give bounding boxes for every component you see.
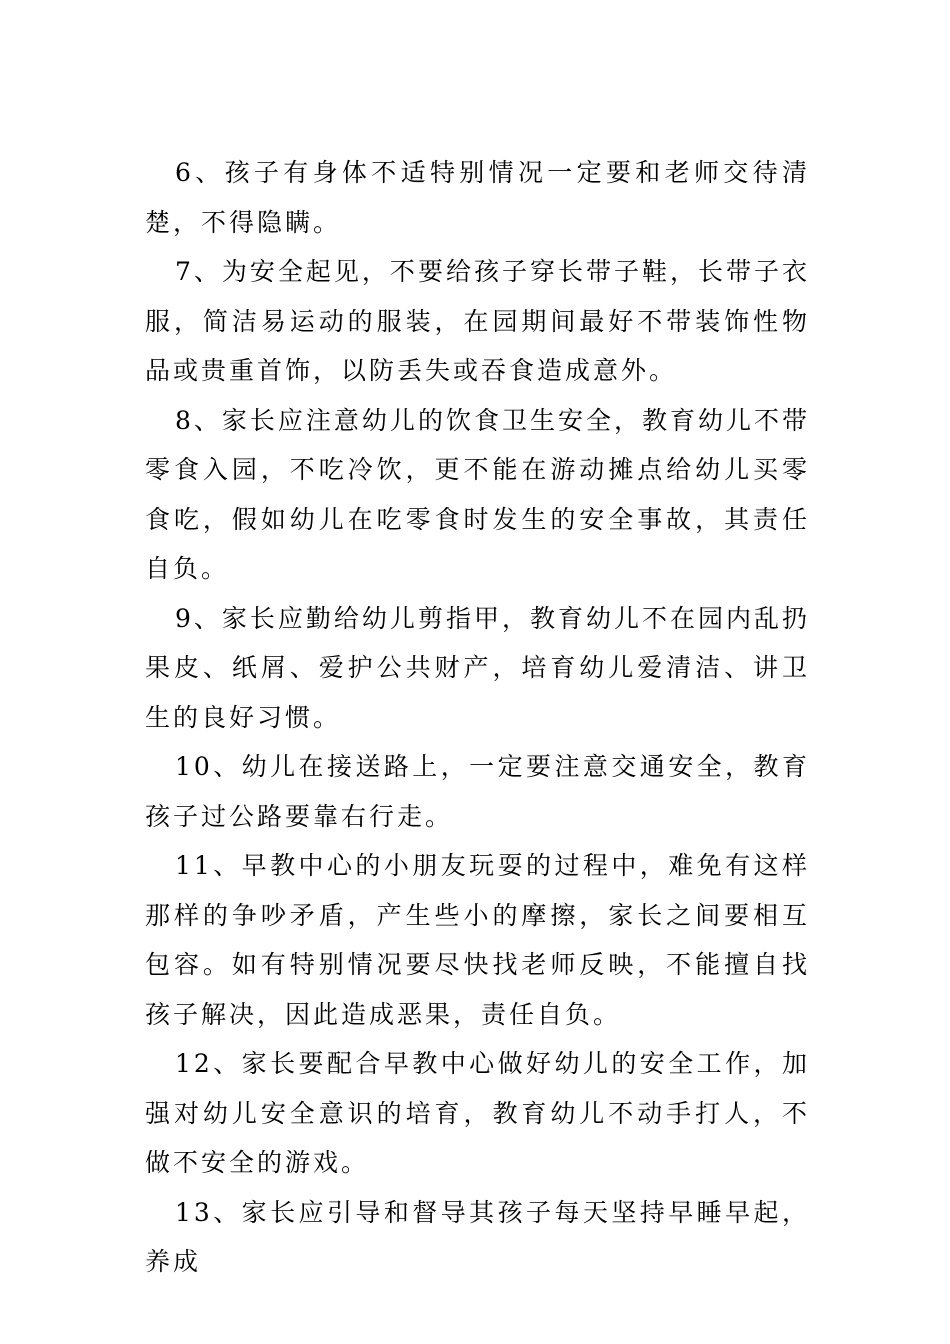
paragraph-item-10: 10、幼儿在接送路上，一定要注意交通安全，教育孩子过公路要靠右行走。 — [145, 752, 810, 831]
paragraph-item-12: 12、家长要配合早教中心做好幼儿的安全工作，加强对幼儿安全意识的培育，教育幼儿不动手打人，不做不安全的游戏。 — [145, 1049, 810, 1177]
paragraph-item-11: 11、早教中心的小朋友玩耍的过程中，难免有这样那样的争吵矛盾，产生些小的摩擦，家长之间要相互包容。如有特别情况要尽快找老师反映，不能擅自找孩子解决，因此造成恶果，责任自负。 — [145, 851, 810, 1029]
paragraph-item-8: 8、家长应注意幼儿的饮食卫生安全，教育幼儿不带零食入园，不吃冷饮，更不能在游动摊点给幼儿买零食吃，假如幼儿在吃零食时发生的安全事故，其责任自负。 — [145, 405, 810, 583]
paragraph-item-9: 9、家长应勤给幼儿剪指甲，教育幼儿不在园内乱扔果皮、纸屑、爱护公共财产，培育幼儿爱清洁、讲卫生的良好习惯。 — [145, 603, 810, 732]
paragraph-item-7: 7、为安全起见，不要给孩子穿长带子鞋，长带子衣服，简洁易运动的服装，在园期间最好不带装饰性物品或贵重首饰，以防丢失或吞食造成意外。 — [145, 257, 810, 385]
paragraph-item-13: 13、家长应引导和督导其孩子每天坚持早睡早起，养成 — [145, 1197, 810, 1276]
document-body — [145, 148, 810, 1287]
paragraph-item-6: 6、孩子有身体不适特别情况一定要和老师交待清楚，不得隐瞒。 — [145, 158, 810, 237]
